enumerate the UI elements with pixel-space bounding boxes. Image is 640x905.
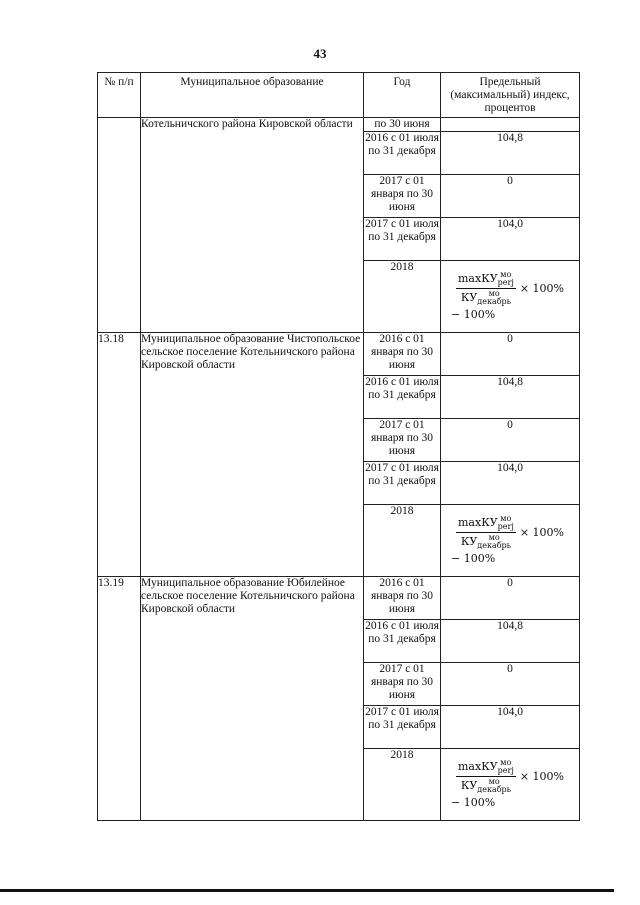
formula-denominator — [459, 289, 513, 306]
header-municipality-text: Муниципальное образование — [180, 76, 324, 88]
formula-denom-sub: декабрь — [477, 541, 512, 550]
year-period: 2017 с 01 июля по 31 декабря — [364, 462, 441, 505]
formula-tail: − 100% — [451, 552, 496, 565]
row-number: 13.19 — [98, 577, 141, 821]
year-period: 2016 с 01 июля по 31 декабря — [364, 376, 441, 419]
table-body — [98, 118, 580, 821]
header-num — [98, 73, 141, 118]
formula-denom-sup: мо — [488, 289, 500, 298]
formula-denominator — [459, 777, 513, 794]
formula-expression — [456, 515, 564, 550]
formula-expression — [456, 271, 564, 306]
year-period: 2017 с 01 июля по 31 декабря — [364, 218, 441, 261]
formula-numer-sub: perj — [497, 522, 514, 531]
year-period: 2016 с 01 января по 30 июня — [364, 333, 441, 376]
formula-fraction — [456, 271, 516, 306]
year-period: 2016 с 01 января по 30 июня — [364, 577, 441, 620]
formula-times: × 100% — [519, 770, 564, 783]
header-year — [364, 73, 441, 118]
index-value: 0 — [441, 419, 580, 462]
formula-numer-scripts — [498, 515, 514, 531]
formula-denom-sup: мо — [488, 777, 500, 786]
formula-denom-sub: декабрь — [477, 785, 512, 794]
year-period: 2017 с 01 января по 30 июня — [364, 663, 441, 706]
formula-times: × 100% — [519, 526, 564, 539]
municipality-name: Котельничского района Кировской области — [141, 118, 364, 333]
index-value: 0 — [441, 663, 580, 706]
index-value: 104,0 — [441, 462, 580, 505]
formula-numer-sub: perj — [497, 766, 514, 775]
formula-numer-main: maxКУ — [458, 272, 498, 285]
formula-numer-sub: perj — [497, 278, 514, 287]
formula-denom-scripts — [477, 534, 511, 550]
header-municipality — [141, 73, 364, 118]
formula-denom-sub: декабрь — [477, 297, 512, 306]
index-formula — [441, 749, 580, 821]
year-period: 2016 с 01 июля по 31 декабря — [364, 132, 441, 175]
year-period: 2016 с 01 июля по 31 декабря — [364, 620, 441, 663]
formula-denominator — [459, 533, 513, 550]
row-number — [98, 118, 141, 333]
header-index — [441, 73, 580, 118]
formula-denom-sup: мо — [488, 533, 500, 542]
index-value: 104,8 — [441, 620, 580, 663]
formula-fraction — [456, 759, 516, 794]
table-row — [98, 333, 580, 376]
index-value: 0 — [441, 333, 580, 376]
formula-denom-main: КУ — [460, 779, 478, 792]
index-value: 0 — [441, 175, 580, 218]
municipality-name: Муниципальное образование Чистопольское сельское поселение Котельничского района Кировской области — [141, 333, 364, 577]
formula-numer-scripts — [498, 271, 514, 287]
year-period: по 30 июня — [364, 118, 441, 132]
formula-numer-sup: мо — [500, 270, 512, 279]
table-row — [98, 577, 580, 620]
index-value: 104,8 — [441, 376, 580, 419]
index-value: 104,8 — [441, 132, 580, 175]
formula-denom-main: КУ — [460, 535, 478, 548]
formula-denom-scripts — [477, 778, 511, 794]
index-value: 104,0 — [441, 706, 580, 749]
header-num-text: № п/п — [104, 76, 134, 88]
formula-numer-sup: мо — [500, 758, 512, 767]
page-number: 43 — [313, 46, 327, 61]
year-period: 2018 — [364, 261, 441, 333]
formula-denom-scripts — [477, 290, 511, 306]
formula-tail: − 100% — [451, 308, 496, 321]
row-number: 13.18 — [98, 333, 141, 577]
footer-rule — [0, 889, 614, 892]
tariff-index-table — [97, 72, 580, 821]
formula-times: × 100% — [519, 282, 564, 295]
year-period: 2017 с 01 января по 30 июня — [364, 175, 441, 218]
formula-numer-scripts — [498, 759, 514, 775]
index-value: 0 — [441, 577, 580, 620]
year-period: 2017 с 01 января по 30 июня — [364, 419, 441, 462]
formula-numer-sup: мо — [500, 514, 512, 523]
formula-denom-main: КУ — [460, 291, 478, 304]
table-row — [98, 118, 580, 132]
formula-numerator — [456, 759, 516, 777]
table-header-row — [98, 73, 580, 118]
header-year-text: Год — [393, 76, 411, 88]
index-value: 104,0 — [441, 218, 580, 261]
year-period: 2018 — [364, 749, 441, 821]
formula-numerator — [456, 515, 516, 533]
index-formula — [441, 505, 580, 577]
formula-expression — [456, 759, 564, 794]
index-formula — [441, 261, 580, 333]
formula-numer-main: maxКУ — [458, 516, 498, 529]
formula-tail: − 100% — [451, 796, 496, 809]
formula-fraction — [456, 515, 516, 550]
formula-numerator — [456, 271, 516, 289]
year-period: 2018 — [364, 505, 441, 577]
header-index-text: Предельный (максимальный) индекс, процентов — [450, 76, 570, 114]
formula-numer-main: maxКУ — [458, 760, 498, 773]
municipality-name: Муниципальное образование Юбилейное сельское поселение Котельничского района Кировской области — [141, 577, 364, 821]
year-period: 2017 с 01 июля по 31 декабря — [364, 706, 441, 749]
index-value — [441, 118, 580, 132]
